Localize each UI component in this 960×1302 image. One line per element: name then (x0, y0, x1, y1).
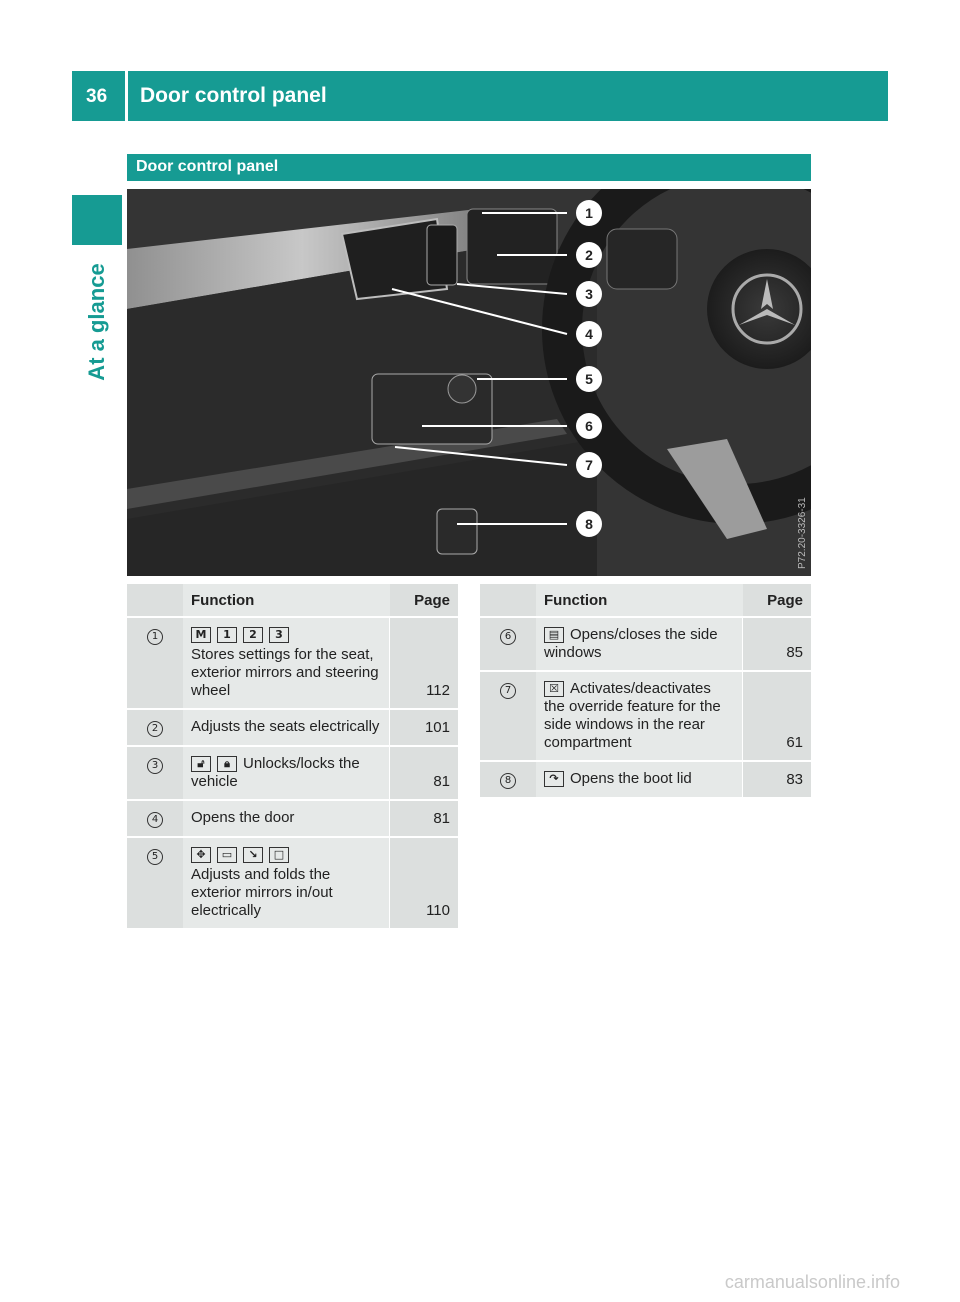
table-row (127, 838, 458, 930)
page-ref: 110 (390, 838, 458, 930)
item-number-6: 6 (500, 629, 516, 645)
mirror-left-icon: ▭ (217, 847, 237, 863)
table-row (480, 762, 811, 799)
section-title: Door control panel (136, 158, 279, 175)
function-table-right (480, 584, 811, 799)
page-ref: 85 (743, 618, 811, 672)
memory-m-button-icon: M (191, 627, 211, 643)
column-header-function: Function (536, 584, 743, 618)
svg-text:6: 6 (585, 418, 593, 434)
memory-1-button-icon: 1 (217, 627, 237, 643)
column-header-function: Function (183, 584, 390, 618)
unlock-icon: 🔓︎ (191, 756, 211, 772)
svg-text:1: 1 (585, 205, 593, 221)
mirror-fold-icon: □ (269, 847, 289, 863)
svg-text:3: 3 (585, 286, 593, 302)
mirror-adjust-icon: ✥ (191, 847, 211, 863)
window-icon: ▤ (544, 627, 564, 643)
callout-7 (576, 452, 602, 478)
page-ref: 101 (390, 710, 458, 747)
mirror-right-icon: ↘ (243, 847, 263, 863)
svg-text:4: 4 (585, 326, 593, 342)
svg-text:8: 8 (585, 516, 593, 532)
callout-6 (576, 413, 602, 439)
function-text: Adjusts the seats electrically (183, 710, 390, 747)
item-number-1: 1 (147, 629, 163, 645)
table-row (480, 618, 811, 672)
page-ref: 112 (390, 618, 458, 710)
function-text: Adjusts and folds the exterior mirrors in/out electrically (191, 866, 333, 919)
window-override-icon: ☒ (544, 681, 564, 697)
table-row (127, 747, 458, 801)
memory-2-button-icon: 2 (243, 627, 263, 643)
svg-text:5: 5 (585, 371, 593, 387)
boot-lid-icon: ↷ (544, 771, 564, 787)
function-text: Stores settings for the seat, exterior mirrors and steering wheel (191, 646, 379, 699)
item-number-4: 4 (147, 812, 163, 828)
item-number-7: 7 (500, 683, 516, 699)
page-ref: 81 (390, 801, 458, 838)
table-row (127, 710, 458, 747)
table-row (127, 801, 458, 838)
function-text: Opens the boot lid (570, 770, 692, 787)
callout-4 (576, 321, 602, 347)
chapter-label: At a glance (84, 263, 109, 381)
table-row (480, 672, 811, 762)
callout-5 (576, 366, 602, 392)
lock-icon: 🔒︎ (217, 756, 237, 772)
side-tab-marker (72, 195, 122, 245)
callout-8 (576, 511, 602, 537)
table-row (127, 618, 458, 710)
callout-1 (576, 200, 602, 226)
page-ref: 81 (390, 747, 458, 801)
page-title: Door control panel (140, 84, 327, 107)
column-header-number (480, 584, 536, 618)
item-number-2: 2 (147, 721, 163, 737)
item-number-5: 5 (147, 849, 163, 865)
callout-2 (576, 242, 602, 268)
function-text: Unlocks/locks the vehicle (191, 755, 360, 790)
svg-text:2: 2 (585, 247, 593, 263)
column-header-number (127, 584, 183, 618)
page-ref: 61 (743, 672, 811, 762)
header-divider (125, 71, 128, 121)
function-text: Activates/deactivates the override feature for the side windows in the rear compartment (544, 680, 721, 751)
function-table-left (127, 584, 458, 930)
column-header-page: Page (390, 584, 458, 618)
item-number-3: 3 (147, 758, 163, 774)
page-number: 36 (86, 86, 108, 107)
function-text: Opens the door (183, 801, 390, 838)
photo-reference-code: P72.20-3326-31 (797, 497, 808, 569)
function-text: Opens/closes the side windows (544, 626, 718, 661)
watermark: carmanualsonline.info (724, 1272, 900, 1292)
page-ref: 83 (743, 762, 811, 799)
item-number-8: 8 (500, 773, 516, 789)
door-panel-photo (127, 189, 811, 576)
column-header-page: Page (743, 584, 811, 618)
memory-3-button-icon: 3 (269, 627, 289, 643)
svg-text:7: 7 (585, 457, 593, 473)
callout-3 (576, 281, 602, 307)
